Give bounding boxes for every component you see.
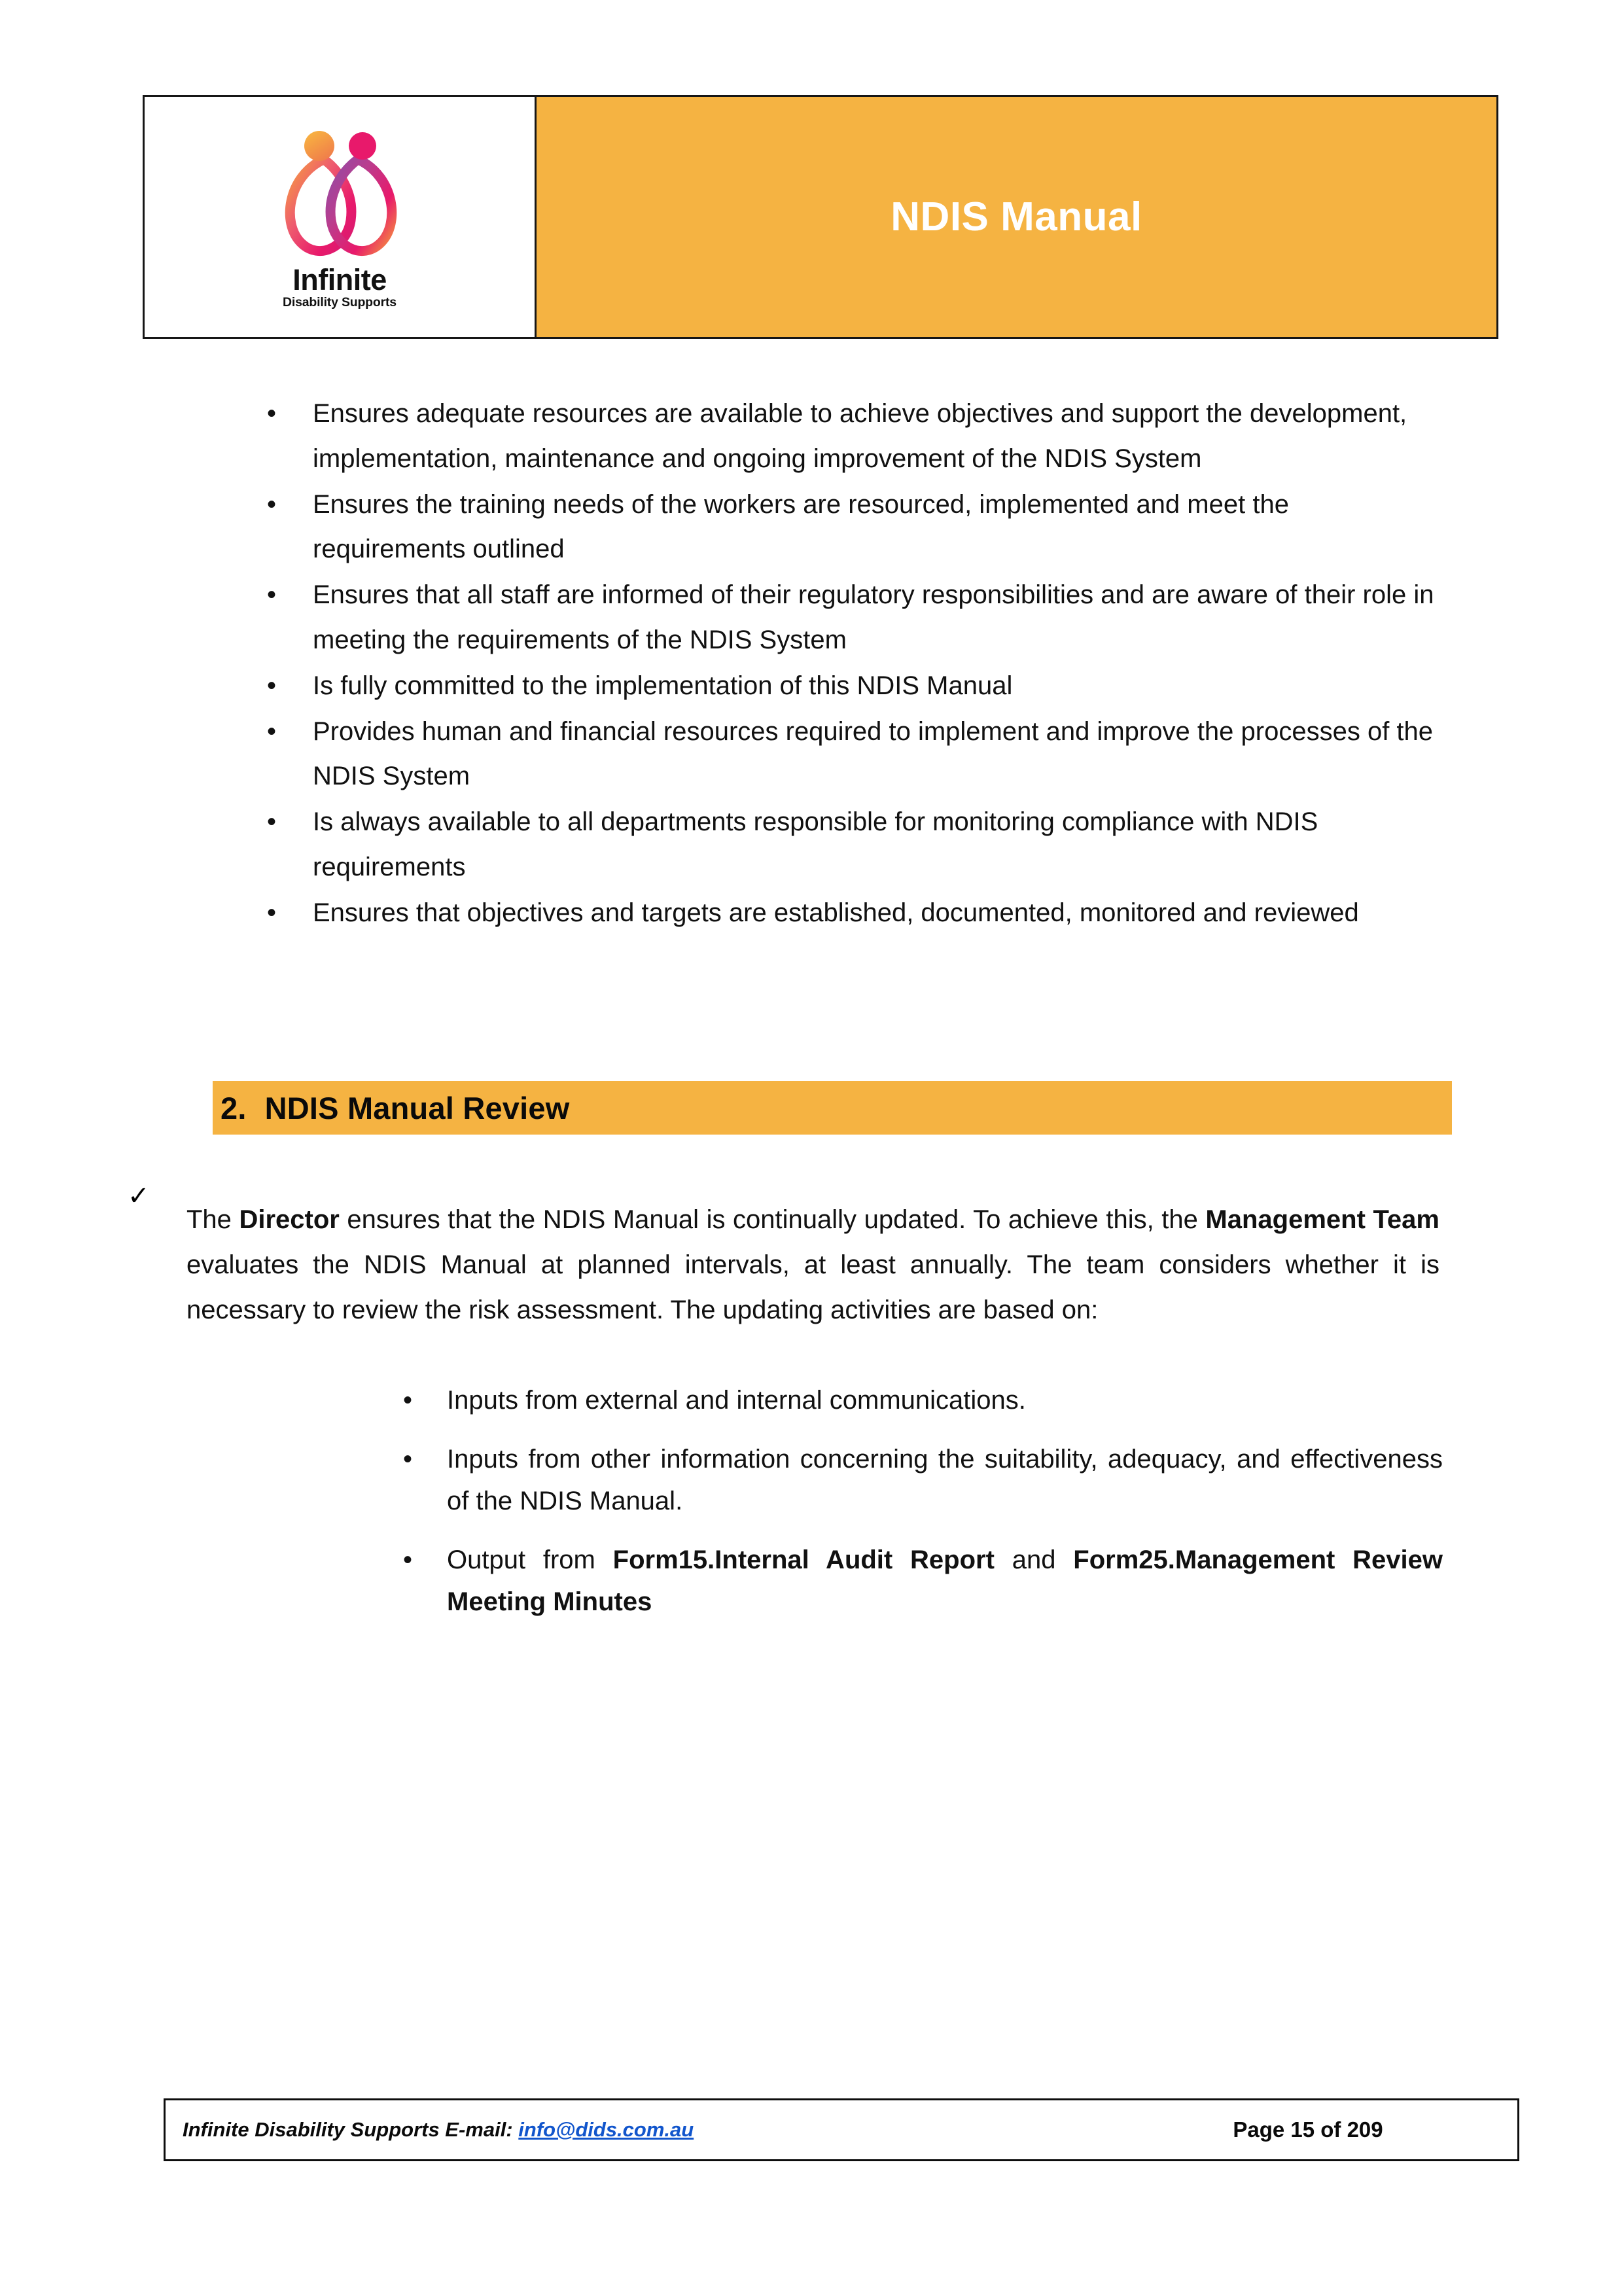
footer-page-number: Page 15 of 209 — [1233, 2117, 1383, 2142]
logo-tagline: Disability Supports — [283, 294, 397, 309]
bullet-dot-icon: • — [267, 580, 277, 610]
list-item — [262, 891, 1439, 936]
bullet-dot-icon: • — [267, 807, 277, 837]
list-item-label: Inputs from external and internal communications. — [447, 1386, 1026, 1415]
document-footer-table — [164, 2098, 1519, 2161]
list-item-label: Ensures the training needs of the workers are resourced, implemented and meet the requirements outlined — [313, 489, 1289, 564]
header-title-cell — [537, 97, 1496, 337]
list-item — [262, 663, 1439, 709]
list-item-label: Provides human and financial resources required to implement and improve the processes of the NDIS System — [313, 716, 1434, 791]
list-item-label: Inputs from other information concerning the suitability, adequacy, and effectiveness of the NDIS Manual. — [447, 1445, 1443, 1515]
section-heading-bar — [213, 1081, 1452, 1135]
footer-company-label: Infinite Disability Supports E-mail: — [183, 2118, 513, 2141]
logo-company-name: Infinite — [292, 262, 387, 296]
list-item-label: Ensures that all staff are informed of their regulatory responsibilities and are aware of their role in meeting the requirements of the NDIS System — [313, 580, 1434, 654]
infinity-people-logo-icon — [271, 125, 408, 264]
page-title: NDIS Manual — [891, 194, 1142, 239]
list-item — [262, 709, 1439, 800]
output-conjunction: and — [994, 1545, 1074, 1574]
company-logo — [255, 125, 425, 309]
logo-head-left-icon — [304, 131, 334, 161]
form15-reference: Form15.Internal Audit Report — [612, 1545, 995, 1574]
list-item — [262, 391, 1439, 482]
list-item-label — [447, 1539, 1443, 1623]
form25-reference: Form25.Management Review Meeting Minutes — [447, 1545, 1443, 1616]
review-bold-management-team: Management Team — [1205, 1205, 1439, 1234]
bullet-dot-icon: • — [267, 716, 277, 746]
list-item-label: Is fully committed to the implementation of this NDIS Manual — [313, 671, 1013, 700]
checkmark-icon: ✓ — [128, 1182, 150, 1210]
bullet-dot-icon: • — [267, 489, 277, 519]
bullet-dot-icon: • — [267, 898, 277, 927]
section-heading — [213, 1090, 570, 1126]
bullet-dot-icon: • — [403, 1545, 413, 1574]
bullet-dot-icon: • — [267, 399, 277, 428]
logo-head-right-icon — [349, 132, 376, 160]
list-item-label: Ensures that objectives and targets are established, documented, monitored and reviewed — [313, 898, 1359, 927]
output-prefix: Output from — [447, 1545, 613, 1574]
review-part-3: evaluates the NDIS Manual at planned intervals, at least annually. The team considers whether it is necessary to review the risk assessment. The updating activities are based on: — [186, 1250, 1439, 1324]
review-paragraph-block — [128, 1171, 1439, 1358]
bullet-dot-icon: • — [403, 1386, 413, 1415]
review-part-2: ensures that the NDIS Manual is continually updated. To achieve this, the — [339, 1205, 1206, 1234]
section-title: NDIS Manual Review — [264, 1090, 570, 1125]
list-item — [399, 1379, 1443, 1421]
footer-email-link[interactable]: info@dids.com.au — [518, 2118, 694, 2141]
review-inputs-list — [399, 1379, 1443, 1640]
header-logo-cell — [145, 97, 537, 337]
list-item — [262, 573, 1439, 663]
review-bold-director: Director — [239, 1205, 340, 1234]
list-item-label: Ensures adequate resources are available to achieve objectives and support the development, implementation, maintenance and ongoing improvement of the NDIS System — [313, 399, 1407, 473]
list-item — [262, 482, 1439, 573]
list-item — [399, 1539, 1443, 1623]
bullet-dot-icon: • — [403, 1445, 413, 1474]
list-item-label: Is always available to all departments responsible for monitoring compliance with NDIS requirements — [313, 807, 1318, 881]
review-paragraph — [186, 1197, 1439, 1332]
section-number: 2. — [221, 1090, 247, 1125]
review-part-1: The — [186, 1205, 239, 1234]
document-header-table — [143, 95, 1498, 339]
list-item — [399, 1438, 1443, 1522]
list-item — [262, 800, 1439, 890]
footer-company-info — [166, 2118, 1099, 2142]
responsibilities-list — [262, 391, 1439, 936]
bullet-dot-icon: • — [267, 671, 277, 700]
